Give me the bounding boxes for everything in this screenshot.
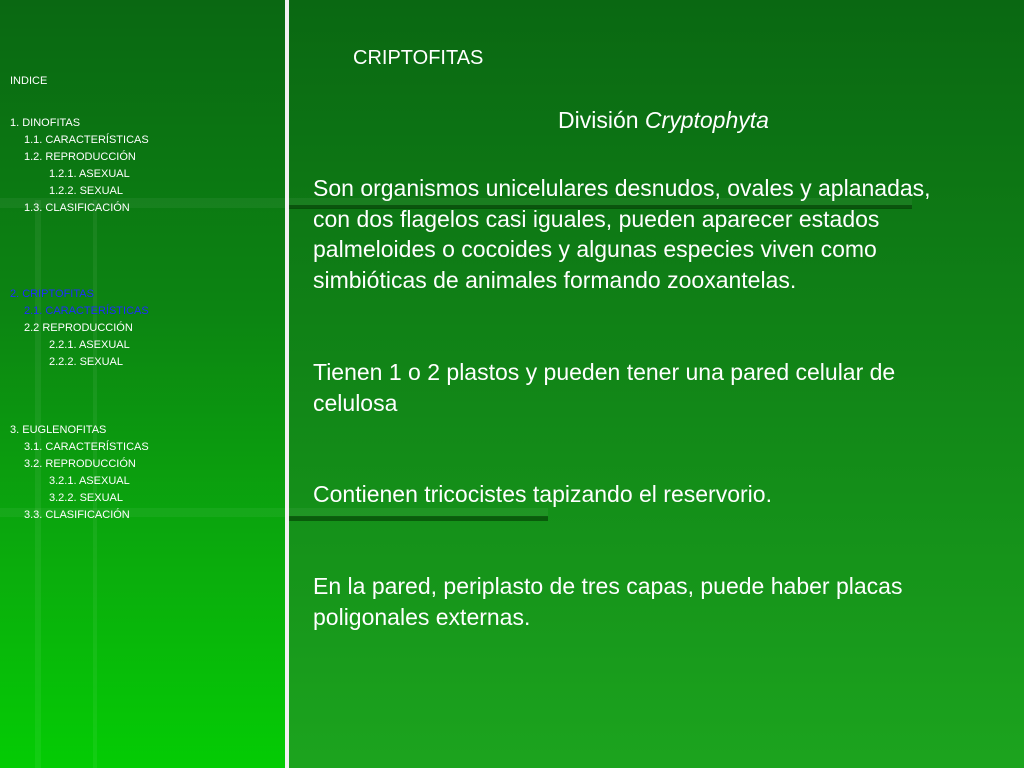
- paragraph-line: Contienen tricocistes tapizando el reservorio.: [313, 481, 772, 507]
- division-heading: [558, 106, 769, 134]
- index-link-dinofitas-sexual[interactable]: 1.2.2. SEXUAL: [49, 185, 123, 197]
- division-label: División: [558, 107, 639, 133]
- index-link-euglenofitas[interactable]: 3. EUGLENOFITAS: [10, 424, 107, 436]
- index-link-dinofitas-asexual[interactable]: 1.2.1. ASEXUAL: [49, 168, 130, 180]
- paragraph-line: Tienen 1 o 2 plastos y pueden tener una pared celular de: [313, 359, 896, 385]
- taxon-name: Cryptophyta: [644, 107, 769, 133]
- index-section-euglenofitas: [10, 422, 149, 524]
- index-link-dinofitas-clasificacion[interactable]: 1.3. CLASIFICACIÓN: [24, 202, 130, 214]
- index-link-euglenofitas-caracteristicas[interactable]: 3.1. CARACTERÍSTICAS: [24, 441, 149, 453]
- paragraph-tricocistes: [313, 479, 772, 510]
- index-section-dinofitas: [10, 115, 149, 217]
- index-link-euglenofitas-clasificacion[interactable]: 3.3. CLASIFICACIÓN: [24, 509, 130, 521]
- index-link-dinofitas-caracteristicas[interactable]: 1.1. CARACTERÍSTICAS: [24, 134, 149, 146]
- paragraph-plastos: [313, 357, 895, 418]
- index-link-euglenofitas-asexual[interactable]: 3.2.1. ASEXUAL: [49, 475, 130, 487]
- index-section-criptofitas: [10, 286, 149, 371]
- index-link-criptofitas-caracteristicas[interactable]: 2.1. CARACTERÍSTICAS: [24, 305, 149, 317]
- paragraph-periplasto: [313, 571, 902, 632]
- paragraph-line: palmeloides o cocoides y algunas especies viven como: [313, 236, 877, 262]
- index-link-dinofitas[interactable]: 1. DINOFITAS: [10, 117, 81, 129]
- index-link-euglenofitas-reproduccion[interactable]: 3.2. REPRODUCCIÓN: [24, 458, 136, 470]
- index-title: INDICE: [10, 75, 48, 87]
- index-nav: [10, 0, 280, 768]
- paragraph-line: Son organismos unicelulares desnudos, ovales y aplanadas,: [313, 175, 931, 201]
- index-link-euglenofitas-sexual[interactable]: 3.2.2. SEXUAL: [49, 492, 123, 504]
- paragraph-line: con dos flagelos casi iguales, pueden aparecer estados: [313, 205, 880, 232]
- index-link-criptofitas-reproduccion[interactable]: 2.2 REPRODUCCIÓN: [24, 322, 133, 334]
- paragraph-description: [313, 173, 931, 295]
- vertical-divider: [285, 0, 289, 768]
- paragraph-line: poligonales externas.: [313, 603, 531, 630]
- paragraph-line: En la pared, periplasto de tres capas, puede haber placas: [313, 573, 903, 599]
- index-link-criptofitas[interactable]: 2. CRIPTOFITAS: [10, 288, 94, 300]
- paragraph-line: simbióticas de animales formando zooxantelas.: [313, 266, 797, 293]
- index-link-criptofitas-asexual[interactable]: 2.2.1. ASEXUAL: [49, 339, 130, 351]
- slide-title: CRIPTOFITAS: [353, 47, 484, 69]
- decorative-line: [289, 516, 548, 521]
- index-link-dinofitas-reproduccion[interactable]: 1.2. REPRODUCCIÓN: [24, 151, 136, 163]
- index-link-criptofitas-sexual[interactable]: 2.2.2. SEXUAL: [49, 356, 123, 368]
- paragraph-line: celulosa: [313, 389, 398, 416]
